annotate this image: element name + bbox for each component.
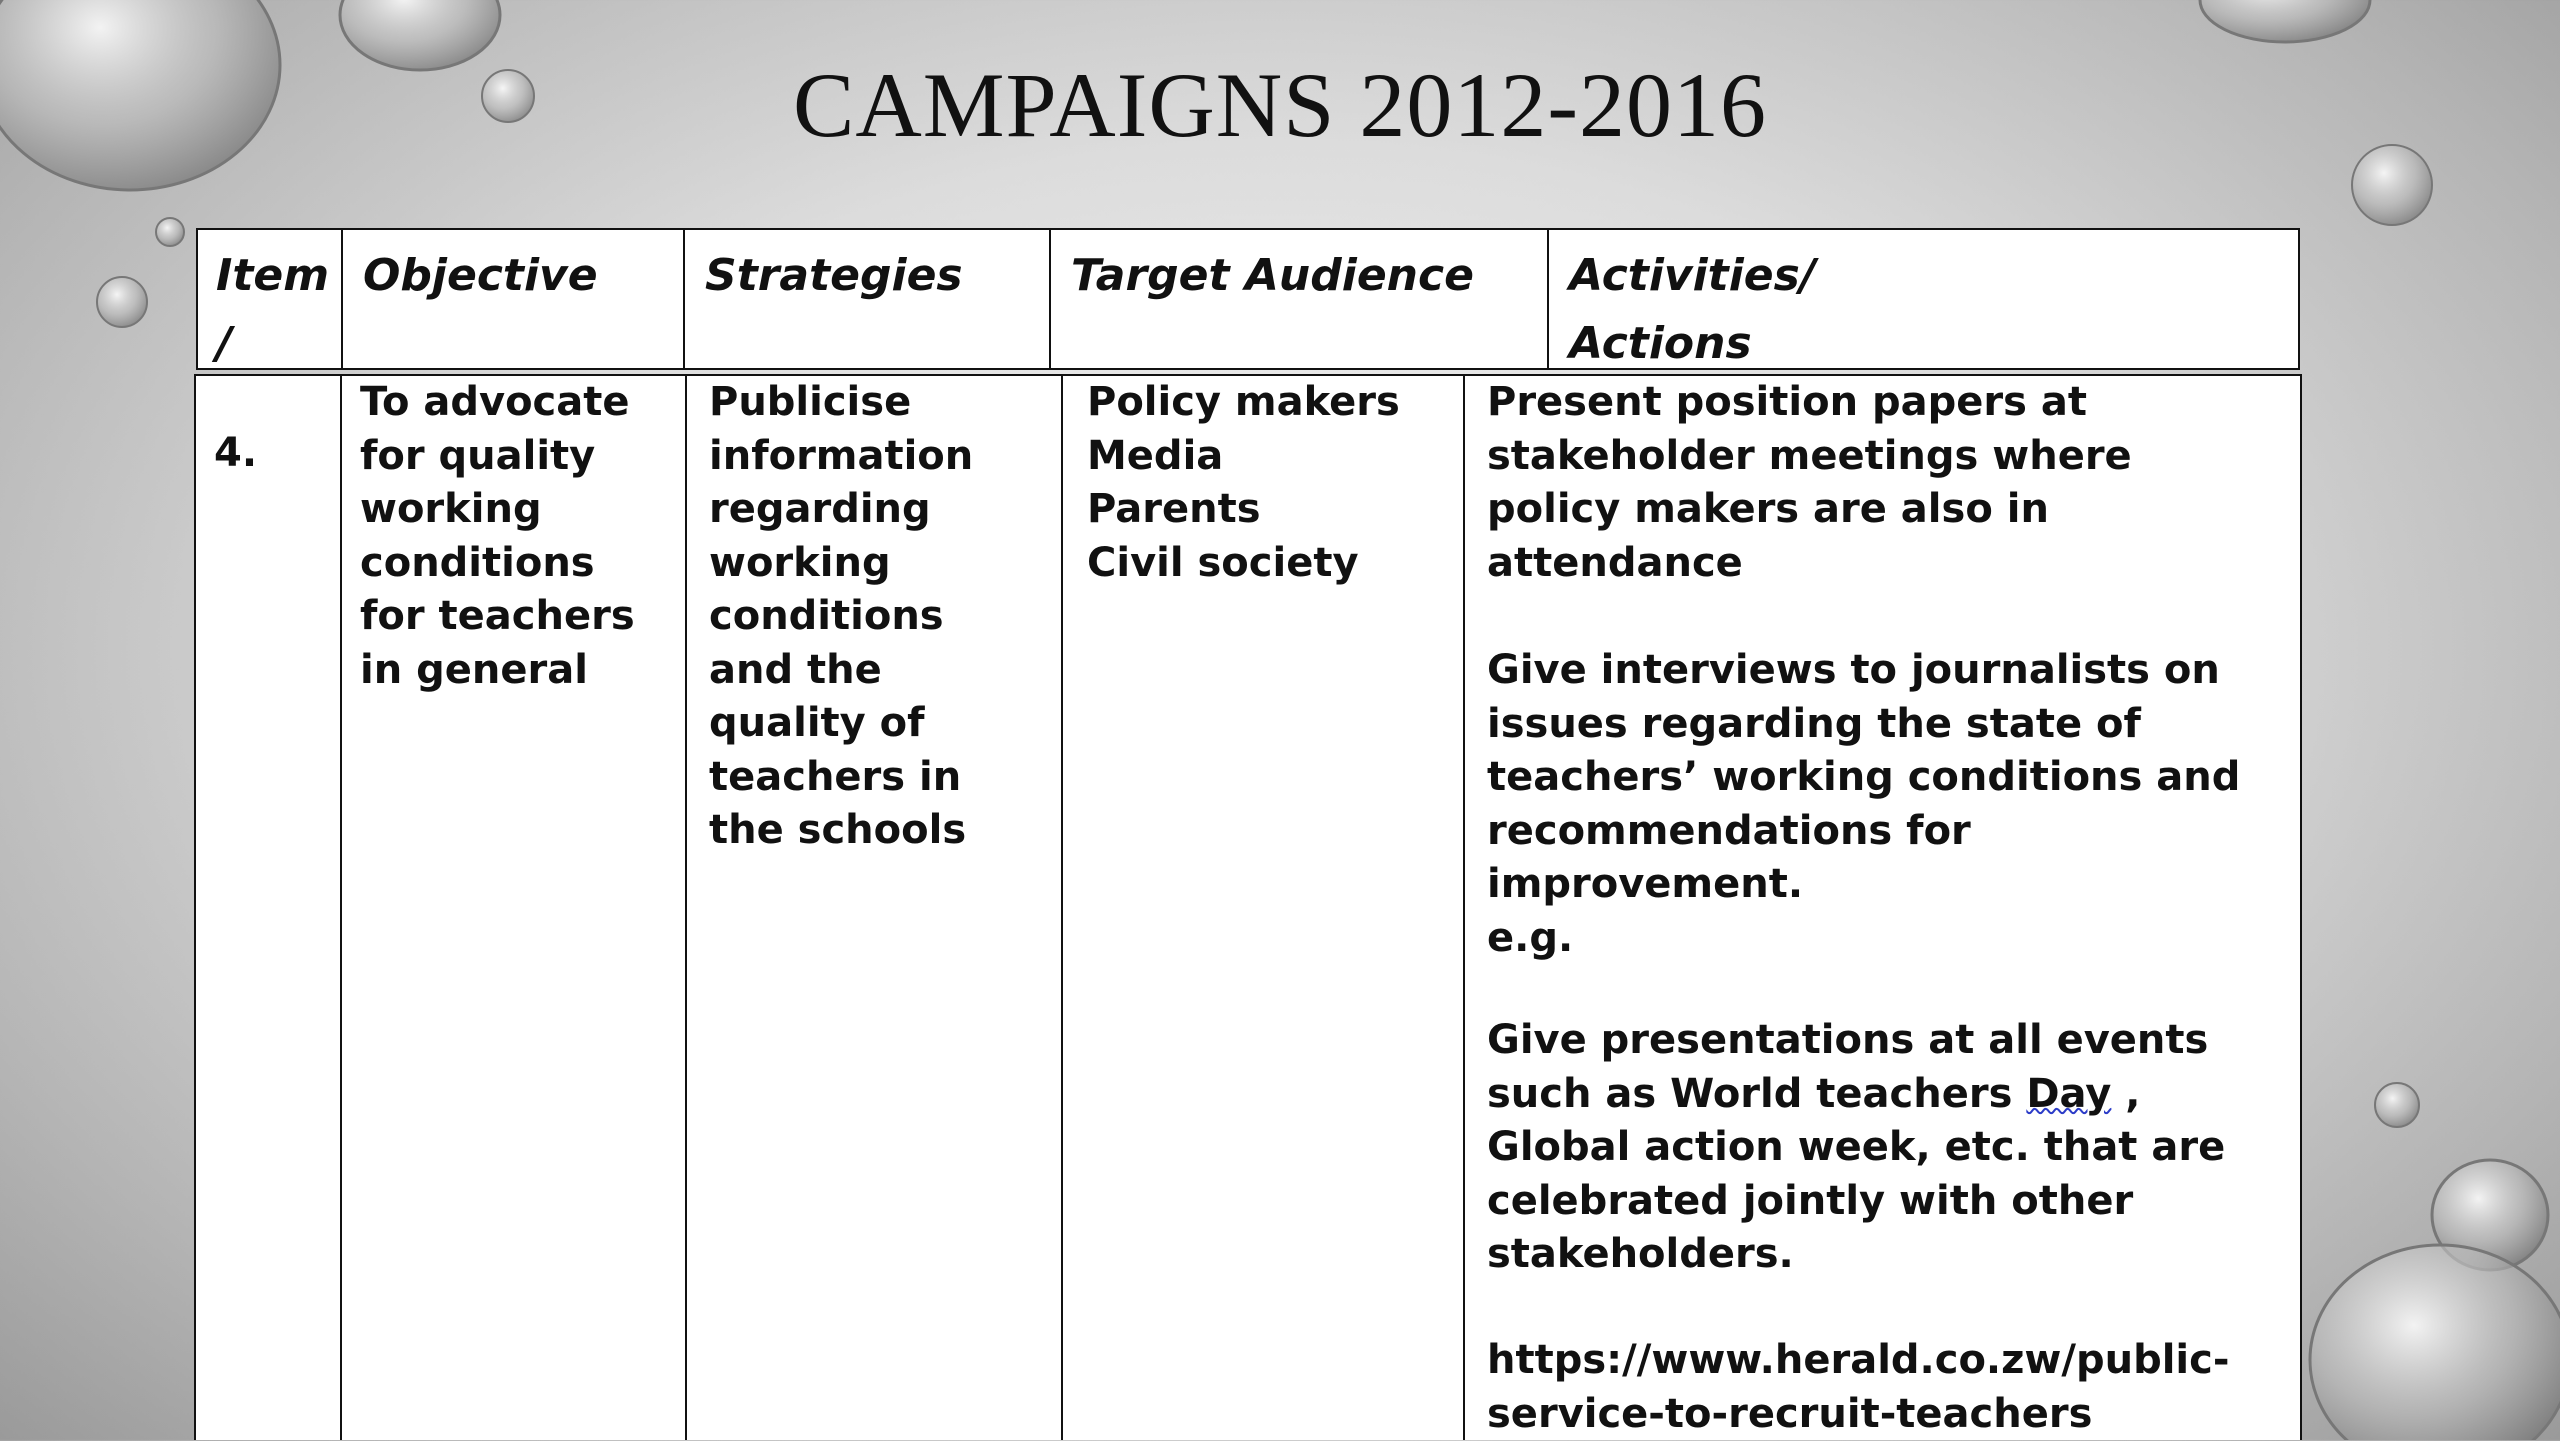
header-item-label: Item /: [216, 250, 330, 369]
herald-url-text: https://www.herald.co.zw/public- service-to-recruit-teachers: [1487, 1337, 2230, 1437]
header-cell-activities: [1547, 230, 2298, 368]
activities-paragraph-3-start: Give presentations at all events such as World teachers: [1487, 1017, 2209, 1117]
header-cell-strategies: [683, 230, 1049, 368]
header-strategies-label: Strategies: [705, 250, 963, 301]
activities-paragraph-1: Present position papers at stakeholder meetings where policy makers are also in attendance: [1487, 379, 2132, 586]
header-cell-objective: [341, 230, 683, 368]
header-target-audience-label: Target Audience: [1071, 250, 1474, 301]
header-cell-target-audience: [1049, 230, 1547, 368]
header-cell-item: [198, 230, 341, 368]
header-activities-label: Activities/ Actions: [1569, 250, 1816, 369]
header-objective-label: Objective: [363, 250, 598, 301]
objective-text: To advocate for quality working conditions for teachers in general: [360, 379, 635, 693]
cell-item: [196, 376, 340, 1440]
table-header-row: [196, 228, 2300, 370]
cell-strategies: [685, 376, 1061, 1440]
cell-objective: [340, 376, 685, 1440]
activities-paragraph-2: Give interviews to journalists on issues regarding the state of teachers’ working conditions and recommendations for improvement. e.g.: [1487, 647, 2241, 961]
item-number: 4.: [214, 430, 258, 476]
activities-paragraph-3-end: , Global action week, etc. that are celebrated jointly with other stakeholders.: [1487, 1070, 2226, 1277]
activities-paragraph-3: [1487, 1014, 2225, 1282]
cell-target-audience: [1061, 376, 1463, 1440]
slide-title: CAMPAIGNS 2012-2016: [792, 54, 1768, 156]
cell-activities: [1463, 376, 2300, 1440]
table-row: [194, 374, 2302, 1440]
spellcheck-word: Day: [2026, 1070, 2112, 1117]
strategies-text: Publicise information regarding working conditions and the quality of teachers in the schools: [709, 379, 974, 853]
target-audience-text: Policy makers Media Parents Civil society: [1087, 379, 1400, 586]
